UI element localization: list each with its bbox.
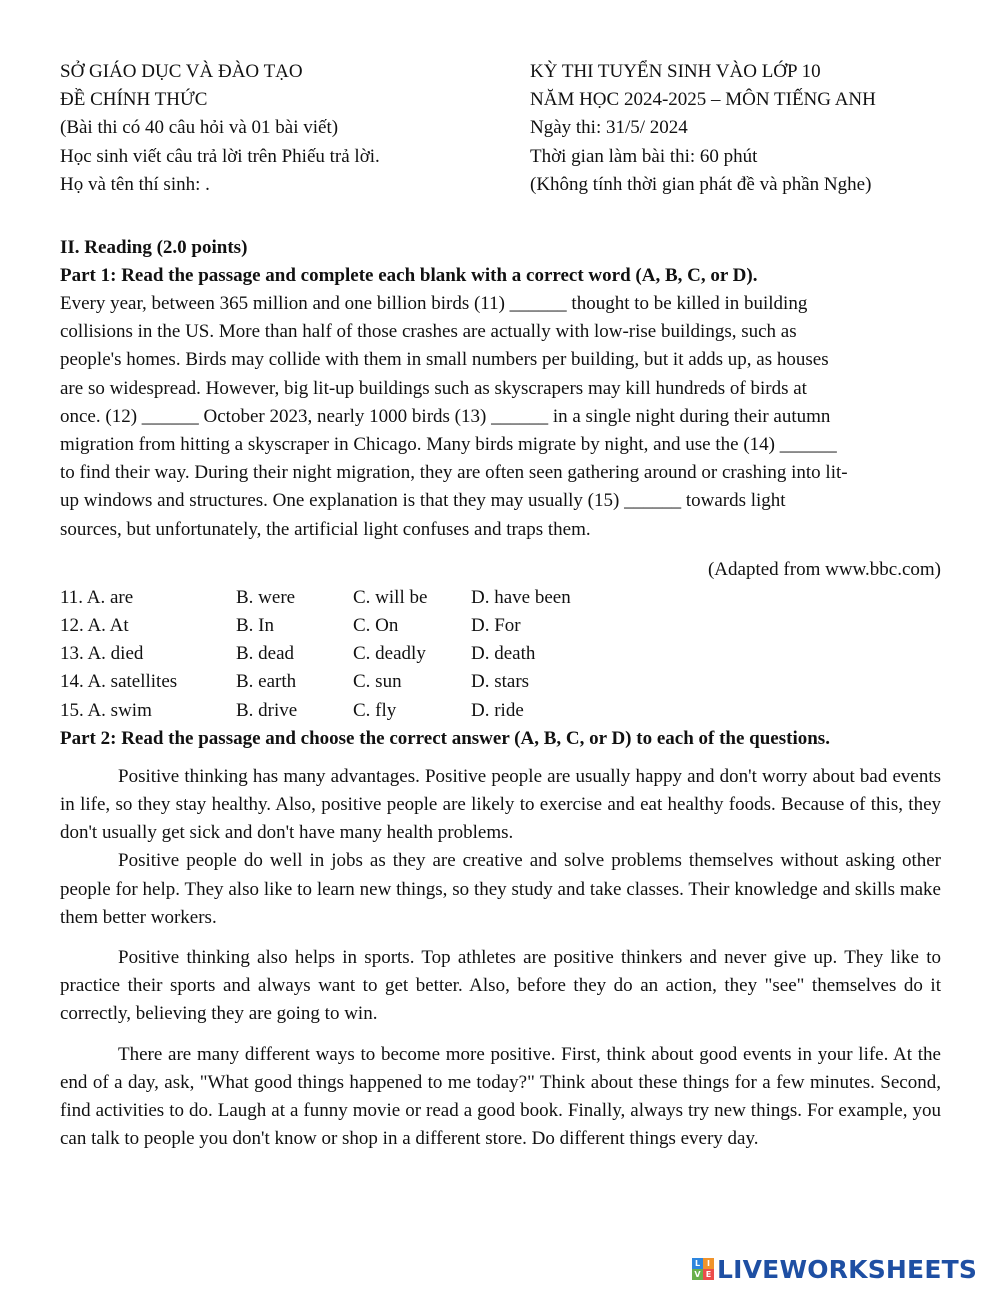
logo-mark-icon xyxy=(692,1258,714,1280)
logo-mark-letter: L xyxy=(692,1258,703,1269)
exam-composition: (Bài thi có 40 câu hỏi và 01 bài viết) xyxy=(60,117,339,139)
exam-date: Ngày thi: 31/5/ 2024 xyxy=(530,117,688,139)
official-exam-label: ĐỀ CHÍNH THỨC xyxy=(60,89,208,111)
passage-line: collisions in the US. More than half of those crashes are actually with low-rise buildings, such as xyxy=(60,321,797,343)
question-13-options xyxy=(60,640,941,668)
passage-line: migration from hitting a skyscraper in Chicago. Many birds migrate by night, and use the (14) ______ xyxy=(60,434,837,456)
passage-paragraph: Positive thinking has many advantages. Positive people are usually happy and don't worry about bad events in life, so they stay healthy. Also, positive people are likely to exercise and eat healthy foods. Because of this, they don't usually get sick and don't have many health problems. xyxy=(60,765,941,844)
school-year-subject: NĂM HỌC 2024-2025 – MÔN TIẾNG ANH xyxy=(530,89,876,111)
question-12-options xyxy=(60,612,941,640)
option-b: B. drive xyxy=(236,699,298,721)
question-15-options xyxy=(60,697,941,725)
option-c: C. fly xyxy=(353,699,397,721)
option-c: C. sun xyxy=(353,671,402,693)
option-b: B. dead xyxy=(236,643,295,665)
section-title: II. Reading (2.0 points) xyxy=(60,237,248,259)
passage-paragraph: Positive people do well in jobs as they are creative and solve problems themselves without asking other people for help. They also like to learn new things, so they study and take classes. Their knowledge and skills make them better workers. xyxy=(60,850,941,928)
answer-options xyxy=(60,584,941,725)
passage-line: are so widespread. However, big lit-up buildings such as skyscrapers may kill hundreds of birds at xyxy=(60,377,807,399)
part2-title: Part 2: Read the passage and choose the correct answer (A, B, C, or D) to each of the questions. xyxy=(60,727,830,749)
exam-duration: Thời gian làm bài thi: 60 phút xyxy=(530,145,758,167)
passage-line: people's homes. Birds may collide with them in small numbers per building, but it adds up, as houses xyxy=(60,349,829,371)
option-a: 12. A. At xyxy=(60,615,129,637)
question-14-options xyxy=(60,668,941,696)
answer-instruction: Học sinh viết câu trả lời trên Phiếu trả lời. xyxy=(60,145,380,167)
option-b: B. were xyxy=(236,586,296,608)
option-d: D. death xyxy=(471,643,536,665)
duration-note: (Không tính thời gian phát đề và phần Nghe) xyxy=(530,173,872,195)
passage-line: sources, but unfortunately, the artificial light confuses and traps them. xyxy=(60,518,591,540)
option-c: C. deadly xyxy=(353,643,426,665)
option-d: D. ride xyxy=(471,699,524,721)
exam-header xyxy=(60,58,941,199)
logo-mark-letter: E xyxy=(703,1269,714,1280)
passage-line: once. (12) ______ October 2023, nearly 1000 birds (13) ______ in a single night during their autumn xyxy=(60,405,831,427)
option-d: D. stars xyxy=(471,671,530,693)
passage-line: up windows and structures. One explanation is that they may usually (15) ______ towards light xyxy=(60,490,786,512)
option-a: 15. A. swim xyxy=(60,699,152,721)
passage-source: (Adapted from www.bbc.com) xyxy=(707,558,941,580)
option-c: C. On xyxy=(353,615,399,637)
part1-title: Part 1: Read the passage and complete each blank with a correct word (A, B, C, or D). xyxy=(60,265,758,287)
part2-passage xyxy=(60,763,941,1154)
department-name: SỞ GIÁO DỤC VÀ ĐÀO TẠO xyxy=(60,61,303,82)
option-d: D. have been xyxy=(471,586,571,608)
option-b: B. In xyxy=(236,615,274,637)
liveworksheets-logo xyxy=(692,1254,977,1284)
option-a: 13. A. died xyxy=(60,643,144,665)
option-a: 11. A. are xyxy=(60,586,134,608)
header-left xyxy=(60,58,530,199)
passage-paragraph: Positive thinking also helps in sports. Top athletes are positive thinkers and never give up. They like to practice their sports and always want to get better. Also, before they do an action, they "see" themselves do it correctly, believing they are going to win. xyxy=(60,947,941,1025)
passage-line: Every year, between 365 million and one billion birds (11) ______ thought to be killed in building xyxy=(60,293,808,315)
logo-text: LIVEWORKSHEETS xyxy=(717,1254,978,1284)
passage-paragraph: There are many different ways to become more positive. First, think about good events in your life. At the end of a day, ask, "What good things happened to me today?" Think about these things for a few minutes. Second, find activities to do. Laugh at a funny movie or read a good book. Finally, always try new things. For example, you can talk to people you don't know or shop in a different store. Do different things every day. xyxy=(60,1043,941,1150)
part1-passage xyxy=(60,290,941,544)
question-11-options xyxy=(60,584,941,612)
option-c: C. will be xyxy=(353,586,428,608)
logo-mark-letter: I xyxy=(703,1258,714,1269)
exam-page xyxy=(60,58,941,1154)
option-b: B. earth xyxy=(236,671,297,693)
logo-mark-letter: V xyxy=(692,1269,703,1280)
exam-title: KỲ THI TUYỂN SINH VÀO LỚP 10 xyxy=(530,61,821,82)
header-right xyxy=(530,58,941,199)
option-d: D. For xyxy=(471,615,521,637)
candidate-name-label: Họ và tên thí sinh: . xyxy=(60,173,210,195)
option-a: 14. A. satellites xyxy=(60,671,178,693)
passage-line: to find their way. During their night migration, they are often seen gathering around or crashing into lit- xyxy=(60,462,848,484)
